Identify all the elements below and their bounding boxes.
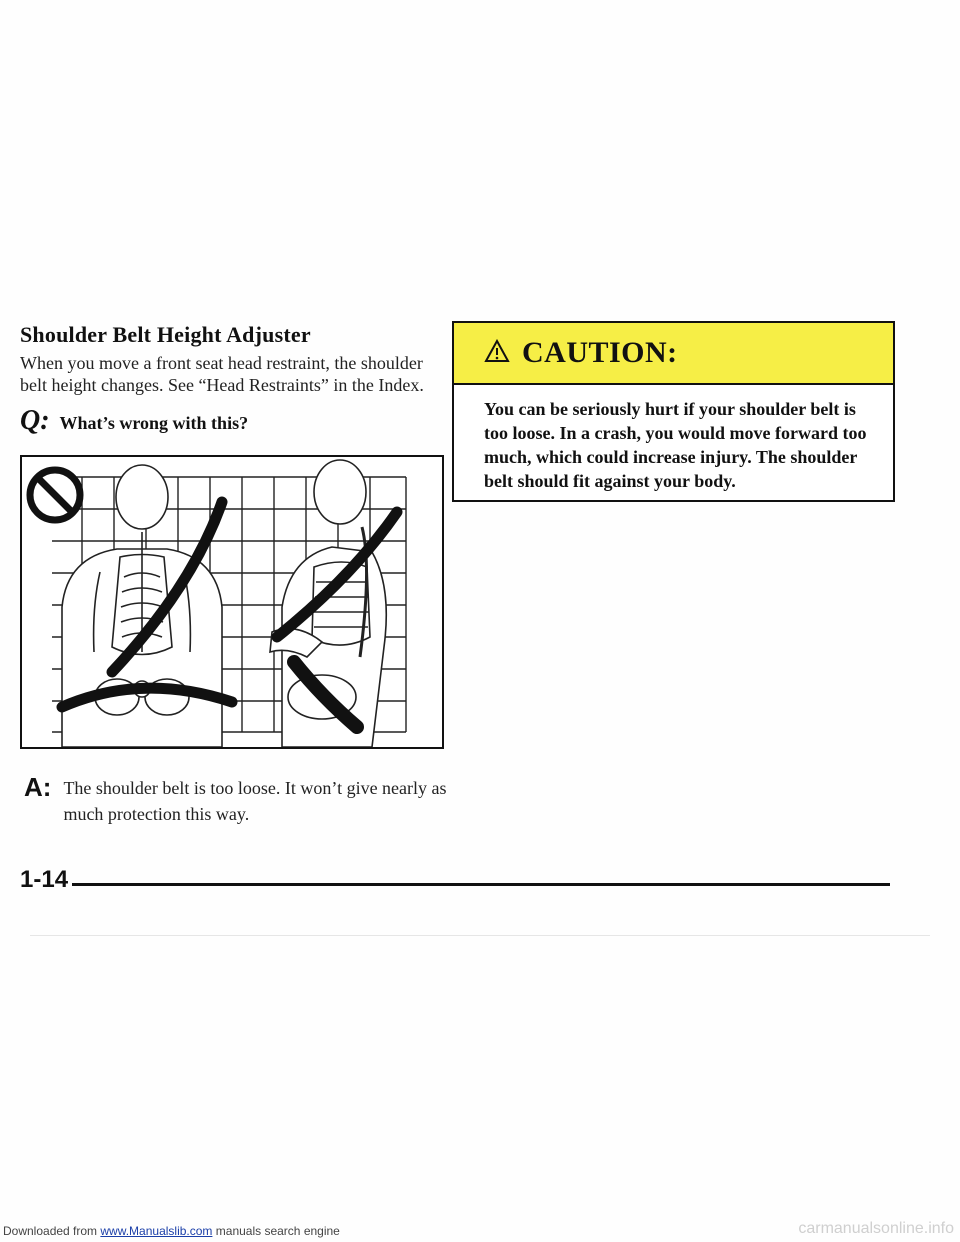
download-note bbox=[3, 1224, 340, 1238]
question-letter: Q: bbox=[20, 405, 50, 436]
manualslib-link[interactable]: www.Manualslib.com bbox=[100, 1224, 213, 1238]
front-skeleton bbox=[62, 465, 222, 747]
caution-text: You can be seriously hurt if your shoulder belt is too loose. In a crash, you would move forward too much, which could increase injury. The shoulder belt should fit against your body. bbox=[484, 399, 867, 491]
answer-row bbox=[24, 772, 453, 827]
prohibition-icon bbox=[30, 470, 80, 520]
warning-triangle-icon bbox=[484, 339, 510, 368]
illustration-svg bbox=[22, 457, 442, 747]
watermark: carmanualsonline.info bbox=[798, 1220, 954, 1237]
question-row bbox=[20, 405, 248, 437]
page-number: 1-14 bbox=[20, 866, 69, 893]
intro-paragraph: When you move a front seat head restraint, the shoulder belt height changes. See “Head Restraints” in the Index. bbox=[20, 353, 424, 395]
download-prefix: Downloaded from bbox=[3, 1224, 101, 1238]
caution-box bbox=[452, 321, 895, 502]
question-text: What’s wrong with this? bbox=[59, 413, 249, 433]
footer-divider bbox=[72, 883, 890, 886]
answer-letter: A: bbox=[24, 772, 52, 802]
answer-text: The shoulder belt is too loose. It won’t give nearly as much protection this way. bbox=[63, 778, 447, 824]
skeleton-belt-illustration bbox=[20, 455, 444, 749]
caution-title: CAUTION: bbox=[522, 336, 678, 369]
download-suffix: manuals search engine bbox=[212, 1224, 340, 1238]
scan-line bbox=[30, 935, 930, 936]
caution-header bbox=[454, 323, 893, 385]
section-title: Shoulder Belt Height Adjuster bbox=[20, 322, 311, 347]
